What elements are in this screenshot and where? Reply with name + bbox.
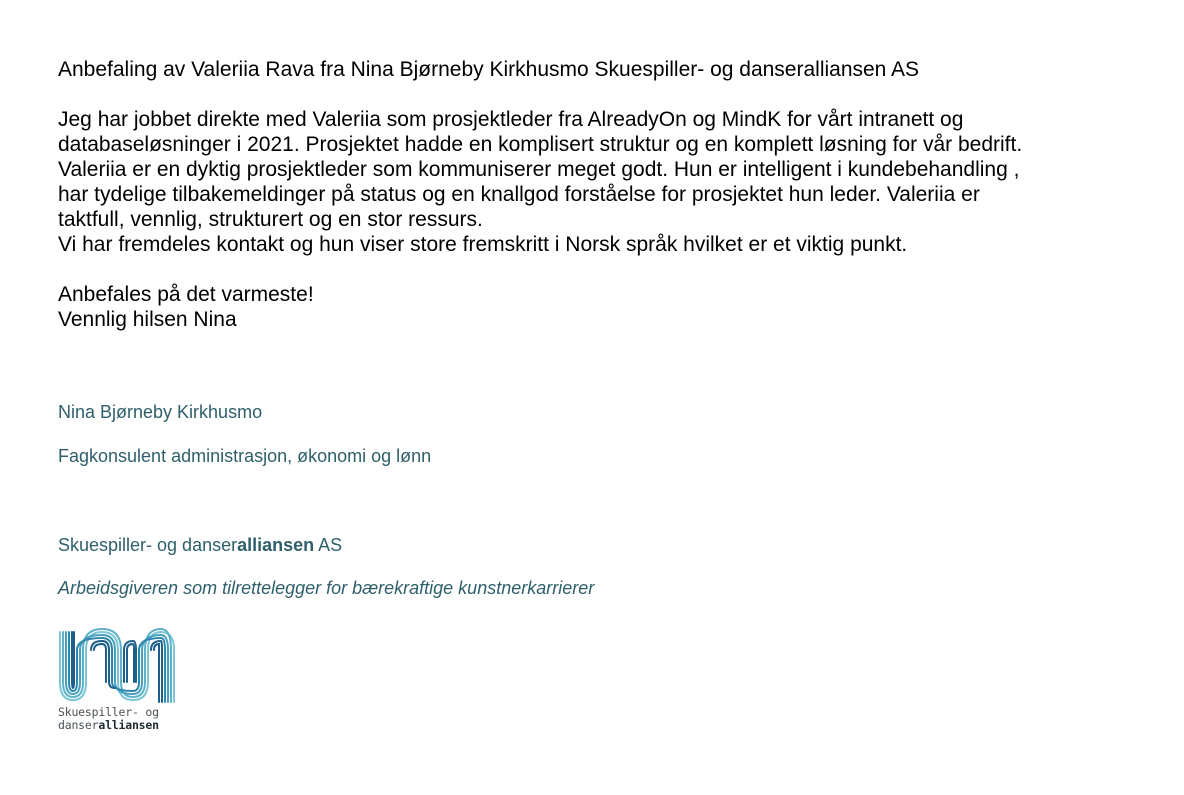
logo-text-line2 — [58, 719, 159, 732]
company-name-suffix: AS — [314, 535, 343, 555]
company-name-bold: alliansen — [237, 535, 315, 555]
logo-text-regular: danser — [58, 718, 99, 732]
letter-body-line: Jeg har jobbet direkte med Valeriia som prosjektleder fra AlreadyOn og MindK for vårt intranett og — [58, 108, 964, 131]
letter-closing: Anbefales på det varmeste! — [58, 283, 314, 306]
company-logo — [58, 626, 178, 734]
company-name-part: Skuespiller- og danser — [58, 535, 238, 555]
letter-body-line: databaseløsninger i 2021. Prosjektet hadde en komplisert struktur og en komplett løsning for vår bedrift. — [58, 133, 1023, 156]
signature-company — [58, 534, 342, 556]
signature-name: Nina Bjørneby Kirkhusmo — [58, 402, 263, 422]
letter-body-line: har tydelige tilbakemeldinger på status og en knallgod forståelse for prosjektet hun leder. Valeriia er — [58, 183, 980, 206]
logo-text-line1: Skuespiller- og — [58, 705, 159, 719]
letter-body-line: taktfull, vennlig, strukturert og en stor ressurs. — [58, 208, 483, 231]
letter-body-line: Valeriia er en dyktig prosjektleder som kommuniserer meget godt. Hun er intelligent i kundebehandling , — [58, 158, 1020, 181]
signature-tagline: Arbeidsgiveren som tilrettelegger for bærekraftige kunstnerkarrierer — [58, 578, 595, 598]
logo-text-bold: alliansen — [98, 718, 159, 732]
letter-greeting: Vennlig hilsen Nina — [58, 308, 237, 331]
letter-body — [58, 57, 1168, 332]
wave-logo-icon — [58, 626, 178, 706]
signature-title: Fagkonsulent administrasjon, økonomi og lønn — [58, 446, 432, 466]
letter-heading: Anbefaling av Valeriia Rava fra Nina Bjørneby Kirkhusmo Skuespiller- og danseralliansen AS — [58, 58, 920, 81]
letter-body-line: Vi har fremdeles kontakt og hun viser store fremskritt i Norsk språk hvilket er et viktig punkt. — [58, 233, 908, 256]
